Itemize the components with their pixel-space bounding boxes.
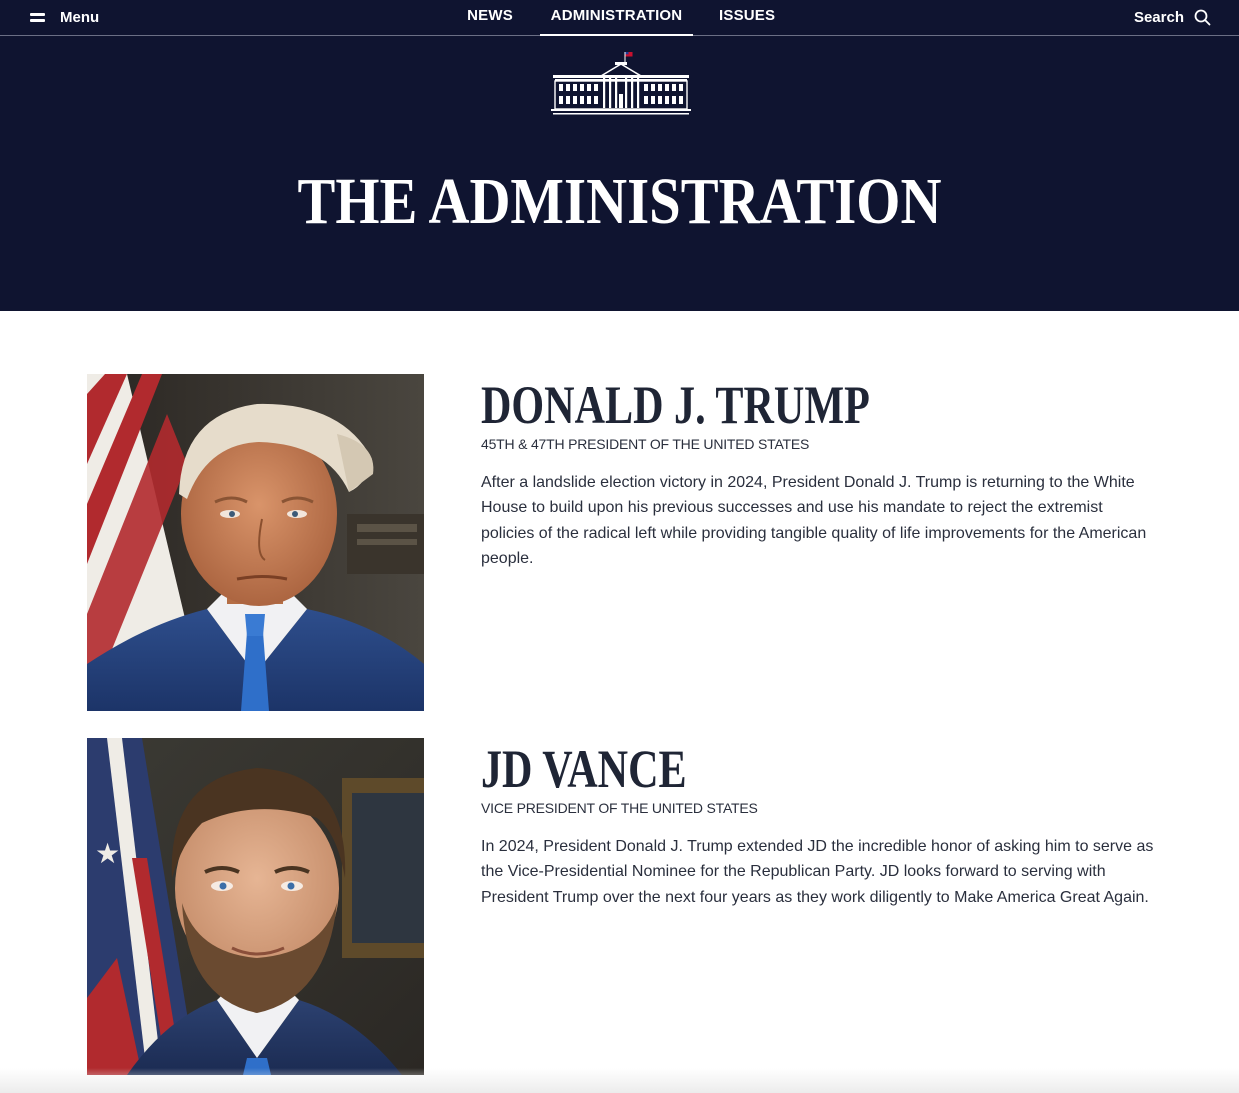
search-label: Search — [1133, 8, 1184, 26]
menu-button[interactable] — [30, 0, 99, 34]
nav-link-administration[interactable]: ADMINISTRATION — [540, 0, 693, 36]
hero-banner — [0, 36, 1239, 311]
page-title: THE ADMINISTRATION — [297, 165, 942, 238]
person-title: 45TH & 47TH PRESIDENT OF THE UNITED STATES — [481, 436, 810, 452]
white-house-logo[interactable] — [551, 50, 691, 118]
portrait-photo[interactable] — [87, 374, 424, 711]
administration-member-card — [87, 738, 1167, 1076]
nav-link-issues[interactable]: ISSUES — [719, 7, 776, 24]
person-title: VICE PRESIDENT OF THE UNITED STATES — [481, 800, 758, 816]
primary-nav-links — [0, 0, 1239, 36]
svg-text:★: ★ — [95, 837, 121, 870]
person-bio: After a landslide election victory in 2024, President Donald J. Trump is returning to the White House to build upon his previous successes and use his mandate to reject the extremist policies of the radical left while providing tangible quality of life improvements for the American people. — [481, 474, 1147, 567]
administration-member-card — [87, 374, 1167, 712]
page-bottom-fade — [0, 1068, 1239, 1093]
hamburger-icon — [30, 12, 46, 22]
person-bio: In 2024, President Donald J. Trump extended JD the incredible honor of asking him to serve as the Vice-Presidential Nominee for the Republican Party. JD looks forward to serving with President Trump over the next four years as they work diligently to Make America Great Again. — [481, 838, 1154, 906]
person-name[interactable]: DONALD J. TRUMP — [481, 375, 870, 435]
portrait-photo[interactable] — [87, 738, 424, 1075]
nav-link-news[interactable]: NEWS — [467, 7, 513, 24]
search-icon — [1194, 9, 1211, 26]
search-button[interactable] — [1134, 0, 1211, 34]
person-name[interactable]: JD VANCE — [481, 739, 687, 799]
top-navigation — [0, 0, 1239, 36]
menu-label: Menu — [60, 8, 100, 26]
